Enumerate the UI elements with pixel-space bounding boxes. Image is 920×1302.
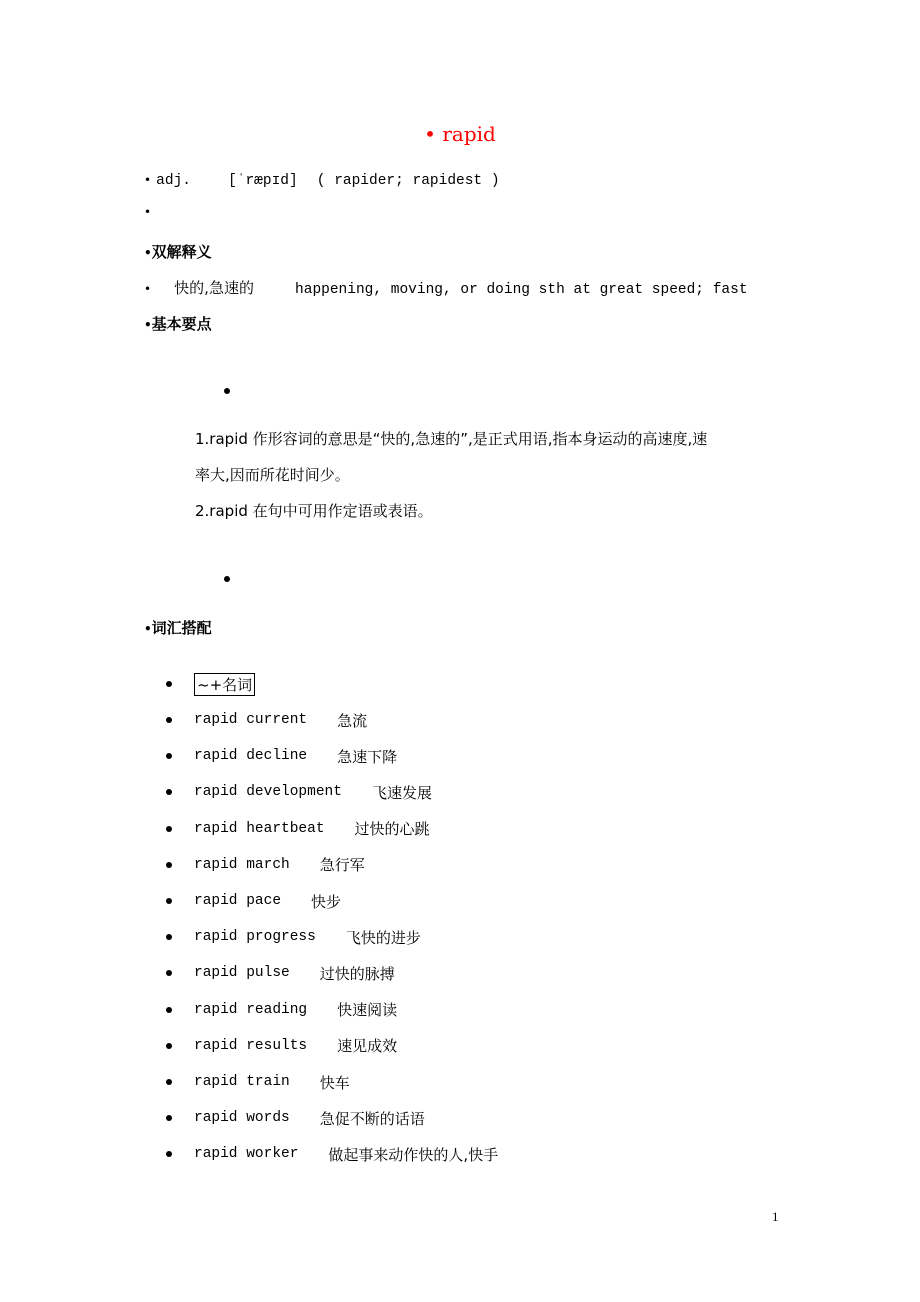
collocation-zh: 过快的脉搏 (319, 964, 395, 983)
collocation-en: rapid reading (194, 1001, 308, 1018)
collocation-zh: 飞速发展 (371, 783, 432, 802)
bullet-dot (166, 1115, 172, 1121)
bullet-dot (166, 717, 172, 723)
collocation-zh: 快步 (311, 892, 342, 911)
collocation-en: rapid results (194, 1037, 308, 1054)
collocation-zh: 急流 (337, 711, 368, 730)
collocation-zh: 急行军 (319, 856, 365, 875)
definition-heading: •双解释义 (144, 243, 212, 261)
definition-en: happening, moving, or doing sth at great speed; fast (295, 282, 748, 298)
bullet-dot (166, 898, 172, 904)
collocation-item (166, 1142, 498, 1166)
bullet-dot (166, 1007, 172, 1013)
collocation-item (166, 961, 395, 985)
collocation-zh: 飞快的进步 (345, 928, 421, 947)
bullet-dot (166, 862, 172, 868)
headword-title (0, 122, 920, 146)
collocation-en: rapid march (194, 856, 290, 873)
bullet-dot (166, 970, 172, 976)
collocation-item (166, 998, 397, 1022)
collocation-en: rapid pace (194, 893, 282, 909)
collocation-zh: 急促不断的话语 (319, 1109, 425, 1128)
empty-bullet: • (144, 205, 152, 219)
collocation-en: rapid heartbeat (194, 820, 325, 837)
collocation-heading: •词汇搭配 (144, 619, 212, 637)
collocation-item (166, 925, 421, 949)
keypoints-bullet (224, 379, 230, 398)
bullet-dot (166, 1043, 172, 1049)
keypoint-1a: 1.rapid 作形容词的意思是“快的,急速的”,是正式用语,指本身运动的高速度,速 (195, 430, 708, 448)
collocation-en: rapid decline (194, 748, 308, 765)
collocation-item (166, 1034, 397, 1058)
collocation-en: rapid pulse (194, 965, 290, 982)
keypoint-1b: 率大,因而所花时间少。 (195, 466, 350, 484)
collocation-item (166, 1070, 350, 1094)
bullet-dot (166, 753, 172, 759)
bullet-dot (166, 826, 172, 832)
keypoint-2: 2.rapid 在句中可用作定语或表语。 (195, 502, 433, 520)
page-number: 1 (772, 1209, 779, 1224)
bullet-dot (166, 1079, 172, 1085)
collocation-en: rapid worker (194, 1146, 299, 1163)
headword: rapid (442, 122, 496, 146)
title-bullet: • (424, 122, 436, 146)
collocation-zh: 过快的心跳 (354, 820, 430, 839)
collocation-item (166, 889, 341, 913)
definition-line: • 快的,急速的 happening, moving, or doing sth at great speed; fast (144, 279, 748, 298)
keypoints-end-bullet (224, 567, 230, 586)
bullet-dot (166, 934, 172, 940)
collocation-zh: 做起事来动作快的人,快手 (328, 1145, 499, 1164)
collocation-pattern: ~+名词 (194, 673, 255, 696)
collocation-item (166, 708, 367, 732)
collocation-zh: 急速下降 (337, 747, 398, 766)
collocation-en: rapid development (194, 784, 342, 801)
collocation-zh: 快车 (319, 1073, 350, 1092)
bullet-dot (166, 789, 172, 795)
definition-zh: 快的,急速的 (174, 279, 254, 297)
entry-line: • adj. [ˈræpɪd] ( rapider; rapidest ) (144, 173, 500, 189)
collocation-zh: 快速阅读 (337, 1001, 398, 1020)
collocation-item (166, 780, 432, 804)
collocation-zh: 速见成效 (337, 1037, 398, 1056)
collocation-item (166, 817, 430, 841)
collocation-en: rapid words (194, 1110, 290, 1127)
phonetic: [ˈræpɪd] (228, 173, 298, 189)
collocation-item (166, 1106, 425, 1130)
collocation-item (166, 853, 365, 877)
bullet-dot (166, 1151, 172, 1157)
collocation-en: rapid current (194, 712, 308, 728)
part-of-speech: adj. (156, 173, 191, 189)
collocation-en: rapid progress (194, 929, 316, 946)
collocation-en: rapid train (194, 1074, 290, 1090)
collocation-header-item (166, 672, 255, 696)
inflected-forms: ( rapider; rapidest ) (316, 173, 500, 189)
keypoints-heading: •基本要点 (144, 315, 212, 333)
collocation-item (166, 744, 397, 768)
